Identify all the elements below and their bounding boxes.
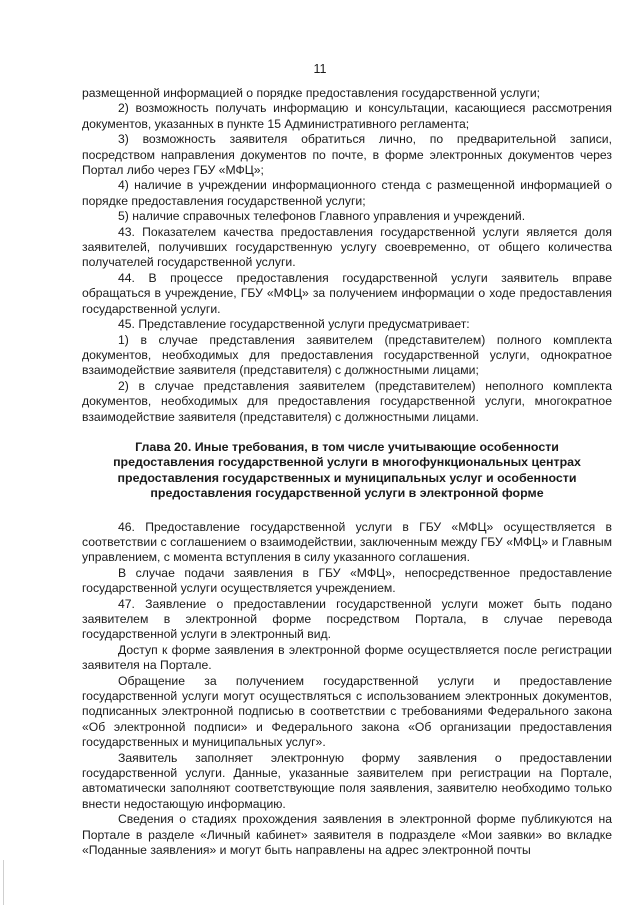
paragraph: 46. Предоставление государственной услуги в ГБУ «МФЦ» осуществляется в соответствии с соглашением о взаимодействии, заключенным между ГБУ «МФЦ» и Главным управлением, с момента вступления в силу указанного соглашения. [82,519,612,565]
paragraph: 5) наличие справочных телефонов Главного управления и учреждений. [118,209,526,224]
paragraph: Обращение за получением государственной услуги и предоставление государственной услуги могут осуществляться с использованием электронных документов, подписанных электронной подписью в соответствии с требованиями Федерального закона «Об электронной подписи» и Федерального закона «Об организации предоставления государственных и муниципальных услуг». [82,673,612,750]
document-body [82,86,612,859]
paragraph: 43. Показателем качества предоставления государственной услуги является доля заявителей, получивших государственную услугу своевременно, от общего количества получателей государственной услуги. [82,224,612,270]
paragraph: 3) возможность заявителя обратиться лично, по предварительной записи, посредством направления документов по почте, в форме электронных документов через Портал либо через ГБУ «МФЦ»; [82,132,612,178]
paragraph: Заявитель заполняет электронную форму заявления о предоставлении государственной услуги. Данные, указанные заявителем при регистрации на Портале, автоматически заполняют соответствующие поля заявления, заявителю необходимо только внести недостающую информацию. [82,750,612,811]
paragraph: 2) в случае представления заявителем (представителем) неполного комплекта документов, необходимых для предоставления государственной услуги, многократное взаимодействие заявителя (представителя) с должностными лицами. [82,378,612,424]
paragraph: размещенной информацией о порядке предоставления государственной услуги; [82,86,541,100]
paragraph: Доступ к форме заявления в электронной форме осуществляется после регистрации заявителя на Портале. [82,642,612,673]
paragraph: 44. В процессе предоставления государственной услуги заявитель вправе обращаться в учреждение, ГБУ «МФЦ» за получением информации о ходе предоставления государственной услуги. [82,270,612,316]
chapter-title: Глава 20. Иные требования, в том числе учитывающие особенности предоставления государственной услуги в многофункциональных центрах предоставления государственных и муниципальных услуг и особенности предоставления государственной услуги в электронной форме [113,439,581,501]
paragraph: 1) в случае представления заявителем (представителем) полного комплекта документов, необходимых для предоставления государственной услуги, однократное взаимодействие заявителя (представителя) с должностными лицами; [82,332,612,378]
paragraph: 2) возможность получать информацию и консультации, касающиеся рассмотрения документов, указанных в пункте 15 Административного регламента; [82,101,612,131]
paragraph: В случае подачи заявления в ГБУ «МФЦ», непосредственное предоставление государственной услуги осуществляется учреждением. [82,565,612,596]
paragraph: Сведения о стадиях прохождения заявления в электронной форме публикуются на Портале в разделе «Личный кабинет» заявителя в подразделе «Мои заявки» во вкладке «Поданные заявления» и могут быть направлены на адрес электронной почты [82,812,612,858]
paragraph: 4) наличие в учреждении информационного стенда с размещенной информацией о порядке предоставления государственной услуги; [82,178,612,208]
paragraph: 47. Заявление о предоставлении государственной услуги может быть подано заявителем в электронной форме посредством Портала, в случае перевода государственной услуги в электронный вид. [82,596,612,642]
paragraph: 45. Представление государственной услуги предусматривает: [118,317,470,332]
page-number: 11 [313,62,327,76]
scan-edge-line [3,860,4,905]
